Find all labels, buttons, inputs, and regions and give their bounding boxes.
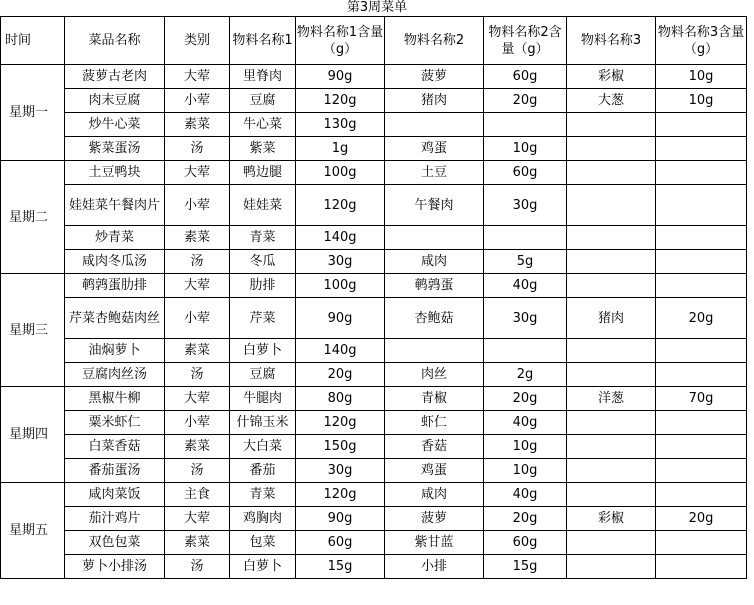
material2-cell: 虾仁 — [385, 411, 484, 435]
material1-amount-cell: 60g — [296, 531, 385, 555]
material3-cell: 洋葱 — [567, 387, 656, 411]
menu-row — [1, 161, 747, 185]
dish-name-cell: 菠萝古老肉 — [65, 65, 165, 89]
material1-amount-cell: 90g — [296, 65, 385, 89]
material1-cell: 豆腐 — [230, 363, 296, 387]
material3-amount-cell: 20g — [656, 507, 747, 531]
material2-cell: 紫甘蓝 — [385, 531, 484, 555]
header-material3: 物料名称3 — [567, 17, 656, 65]
material3-amount-cell — [656, 339, 747, 363]
material1-amount-cell: 120g — [296, 89, 385, 113]
material2-amount-cell: 60g — [484, 531, 567, 555]
category-cell: 汤 — [165, 250, 230, 274]
header-material2-amount: 物料名称2含量（g） — [484, 17, 567, 65]
material3-cell — [567, 113, 656, 137]
material3-cell — [567, 363, 656, 387]
material2-amount-cell: 40g — [484, 274, 567, 298]
material2-cell: 午餐肉 — [385, 185, 484, 226]
category-cell: 汤 — [165, 555, 230, 579]
header-time: 时间 — [1, 17, 65, 65]
day-cell: 星期三 — [1, 274, 65, 387]
material2-amount-cell: 20g — [484, 387, 567, 411]
material2-amount-cell: 60g — [484, 65, 567, 89]
category-cell: 素菜 — [165, 339, 230, 363]
material2-cell: 菠萝 — [385, 65, 484, 89]
menu-row — [1, 250, 747, 274]
material3-amount-cell — [656, 185, 747, 226]
dish-name-cell: 茄汁鸡片 — [65, 507, 165, 531]
material3-cell — [567, 161, 656, 185]
material1-cell: 鸭边腿 — [230, 161, 296, 185]
dish-name-cell: 土豆鸭块 — [65, 161, 165, 185]
material2-cell: 鸡蛋 — [385, 137, 484, 161]
dish-name-cell: 豆腐肉丝汤 — [65, 363, 165, 387]
dish-name-cell: 白菜香菇 — [65, 435, 165, 459]
material2-amount-cell — [484, 339, 567, 363]
day-cell: 星期四 — [1, 387, 65, 483]
material1-amount-cell: 140g — [296, 226, 385, 250]
menu-row — [1, 411, 747, 435]
material2-amount-cell: 2g — [484, 363, 567, 387]
menu-table — [0, 16, 747, 579]
material2-amount-cell: 30g — [484, 298, 567, 339]
material3-cell — [567, 483, 656, 507]
category-cell: 大荤 — [165, 161, 230, 185]
material2-amount-cell: 20g — [484, 507, 567, 531]
dish-name-cell: 咸肉菜饭 — [65, 483, 165, 507]
material2-amount-cell: 10g — [484, 459, 567, 483]
material1-amount-cell: 100g — [296, 161, 385, 185]
material1-cell: 鸡胸肉 — [230, 507, 296, 531]
material1-amount-cell: 90g — [296, 298, 385, 339]
material2-cell: 咸肉 — [385, 483, 484, 507]
material1-cell: 豆腐 — [230, 89, 296, 113]
material1-cell: 大白菜 — [230, 435, 296, 459]
menu-row — [1, 137, 747, 161]
material3-amount-cell: 20g — [656, 298, 747, 339]
material1-cell: 里脊肉 — [230, 65, 296, 89]
category-cell: 汤 — [165, 459, 230, 483]
material3-cell — [567, 459, 656, 483]
menu-title: 第3周菜单 — [346, 0, 408, 15]
material2-cell: 鸡蛋 — [385, 459, 484, 483]
day-cell: 星期一 — [1, 65, 65, 161]
header-dish: 菜品名称 — [65, 17, 165, 65]
category-cell: 小荤 — [165, 411, 230, 435]
header-row — [1, 17, 747, 65]
material1-cell: 冬瓜 — [230, 250, 296, 274]
material2-amount-cell: 5g — [484, 250, 567, 274]
material3-cell — [567, 274, 656, 298]
material3-amount-cell — [656, 555, 747, 579]
material1-amount-cell: 30g — [296, 459, 385, 483]
material1-amount-cell: 120g — [296, 411, 385, 435]
menu-row — [1, 274, 747, 298]
menu-row — [1, 339, 747, 363]
menu-row — [1, 363, 747, 387]
day-cell: 星期二 — [1, 161, 65, 274]
material2-cell: 青椒 — [385, 387, 484, 411]
material1-cell: 什锦玉米 — [230, 411, 296, 435]
material1-amount-cell: 90g — [296, 507, 385, 531]
material3-cell — [567, 411, 656, 435]
material3-amount-cell: 10g — [656, 89, 747, 113]
category-cell: 素菜 — [165, 226, 230, 250]
material3-cell — [567, 185, 656, 226]
material1-amount-cell: 80g — [296, 387, 385, 411]
material1-cell: 白萝卜 — [230, 339, 296, 363]
category-cell: 素菜 — [165, 113, 230, 137]
material1-cell: 芹菜 — [230, 298, 296, 339]
material3-cell: 彩椒 — [567, 65, 656, 89]
material3-cell: 猪肉 — [567, 298, 656, 339]
menu-row — [1, 298, 747, 339]
header-material1: 物料名称1 — [230, 17, 296, 65]
material3-amount-cell — [656, 137, 747, 161]
material1-amount-cell: 140g — [296, 339, 385, 363]
material2-amount-cell: 30g — [484, 185, 567, 226]
category-cell: 主食 — [165, 483, 230, 507]
category-cell: 大荤 — [165, 274, 230, 298]
material3-amount-cell — [656, 459, 747, 483]
material3-cell — [567, 226, 656, 250]
material3-amount-cell — [656, 226, 747, 250]
day-cell: 星期五 — [1, 483, 65, 579]
material2-amount-cell: 20g — [484, 89, 567, 113]
material3-cell: 大葱 — [567, 89, 656, 113]
dish-name-cell: 肉末豆腐 — [65, 89, 165, 113]
category-cell: 素菜 — [165, 531, 230, 555]
dish-name-cell: 双色包菜 — [65, 531, 165, 555]
dish-name-cell: 咸肉冬瓜汤 — [65, 250, 165, 274]
header-material1-amount: 物料名称1含量（g） — [296, 17, 385, 65]
material3-cell — [567, 339, 656, 363]
material3-amount-cell — [656, 161, 747, 185]
menu-row — [1, 387, 747, 411]
material1-amount-cell: 30g — [296, 250, 385, 274]
material1-cell: 肋排 — [230, 274, 296, 298]
material2-amount-cell: 40g — [484, 483, 567, 507]
material2-amount-cell: 40g — [484, 411, 567, 435]
menu-row — [1, 507, 747, 531]
category-cell: 汤 — [165, 137, 230, 161]
material3-amount-cell — [656, 483, 747, 507]
category-cell: 大荤 — [165, 387, 230, 411]
material1-cell: 紫菜 — [230, 137, 296, 161]
material3-amount-cell — [656, 274, 747, 298]
menu-row — [1, 185, 747, 226]
category-cell: 汤 — [165, 363, 230, 387]
category-cell: 小荤 — [165, 185, 230, 226]
category-cell: 小荤 — [165, 89, 230, 113]
material3-amount-cell — [656, 435, 747, 459]
material1-amount-cell: 120g — [296, 185, 385, 226]
material2-cell — [385, 113, 484, 137]
dish-name-cell: 粟米虾仁 — [65, 411, 165, 435]
menu-row — [1, 435, 747, 459]
material1-amount-cell: 130g — [296, 113, 385, 137]
material1-cell: 番茄 — [230, 459, 296, 483]
menu-row — [1, 89, 747, 113]
header-material2: 物料名称2 — [385, 17, 484, 65]
dish-name-cell: 炒青菜 — [65, 226, 165, 250]
material1-cell: 牛心菜 — [230, 113, 296, 137]
material2-cell: 猪肉 — [385, 89, 484, 113]
dish-name-cell: 芹菜杏鲍菇肉丝 — [65, 298, 165, 339]
material2-amount-cell: 15g — [484, 555, 567, 579]
material1-cell: 娃娃菜 — [230, 185, 296, 226]
material2-cell — [385, 226, 484, 250]
material2-cell: 鹌鹑蛋 — [385, 274, 484, 298]
menu-body — [1, 65, 747, 579]
category-cell: 大荤 — [165, 65, 230, 89]
material3-amount-cell — [656, 363, 747, 387]
dish-name-cell: 鹌鹑蛋肋排 — [65, 274, 165, 298]
dish-name-cell: 紫菜蛋汤 — [65, 137, 165, 161]
header-material3-amount: 物料名称3含量（g） — [656, 17, 747, 65]
dish-name-cell: 黑椒牛柳 — [65, 387, 165, 411]
material2-cell: 香菇 — [385, 435, 484, 459]
material1-amount-cell: 100g — [296, 274, 385, 298]
category-cell: 素菜 — [165, 435, 230, 459]
material3-cell — [567, 555, 656, 579]
menu-row — [1, 226, 747, 250]
menu-row — [1, 531, 747, 555]
material3-amount-cell — [656, 250, 747, 274]
material2-cell: 小排 — [385, 555, 484, 579]
material1-cell: 包菜 — [230, 531, 296, 555]
material1-amount-cell: 1g — [296, 137, 385, 161]
menu-row — [1, 459, 747, 483]
header-category: 类别 — [165, 17, 230, 65]
material3-amount-cell — [656, 113, 747, 137]
category-cell: 大荤 — [165, 507, 230, 531]
dish-name-cell: 油焖萝卜 — [65, 339, 165, 363]
material3-amount-cell: 70g — [656, 387, 747, 411]
material2-cell: 土豆 — [385, 161, 484, 185]
material2-cell — [385, 339, 484, 363]
material1-cell: 白萝卜 — [230, 555, 296, 579]
menu-row — [1, 483, 747, 507]
material2-amount-cell: 10g — [484, 137, 567, 161]
material2-cell: 杏鲍菇 — [385, 298, 484, 339]
material1-amount-cell: 20g — [296, 363, 385, 387]
material3-cell — [567, 250, 656, 274]
menu-row — [1, 555, 747, 579]
material2-amount-cell: 10g — [484, 435, 567, 459]
category-cell: 小荤 — [165, 298, 230, 339]
material1-cell: 牛腿肉 — [230, 387, 296, 411]
material2-amount-cell: 60g — [484, 161, 567, 185]
menu-row — [1, 65, 747, 89]
material2-cell: 咸肉 — [385, 250, 484, 274]
material2-cell: 菠萝 — [385, 507, 484, 531]
material1-amount-cell: 120g — [296, 483, 385, 507]
dish-name-cell: 炒牛心菜 — [65, 113, 165, 137]
material3-cell — [567, 435, 656, 459]
material2-amount-cell — [484, 113, 567, 137]
material1-amount-cell: 15g — [296, 555, 385, 579]
dish-name-cell: 番茄蛋汤 — [65, 459, 165, 483]
material3-amount-cell — [656, 531, 747, 555]
material2-amount-cell — [484, 226, 567, 250]
dish-name-cell: 萝卜小排汤 — [65, 555, 165, 579]
material3-cell — [567, 137, 656, 161]
dish-name-cell: 娃娃菜午餐肉片 — [65, 185, 165, 226]
material1-cell: 青菜 — [230, 483, 296, 507]
material3-cell — [567, 531, 656, 555]
material3-cell: 彩椒 — [567, 507, 656, 531]
material3-amount-cell: 10g — [656, 65, 747, 89]
material1-amount-cell: 150g — [296, 435, 385, 459]
menu-row — [1, 113, 747, 137]
material3-amount-cell — [656, 411, 747, 435]
material2-cell: 肉丝 — [385, 363, 484, 387]
material1-cell: 青菜 — [230, 226, 296, 250]
